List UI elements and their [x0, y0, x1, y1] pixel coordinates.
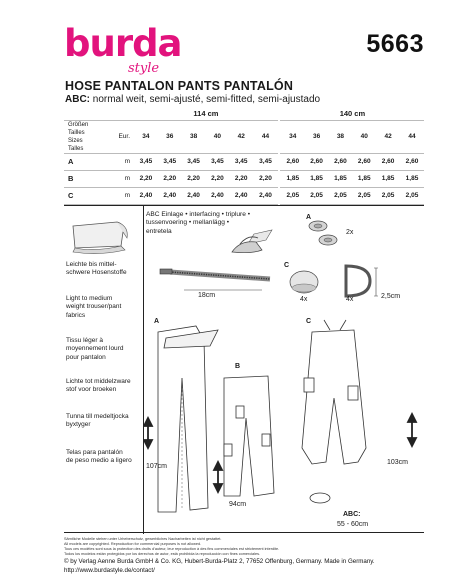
yardage-cell: 2,20 — [158, 170, 182, 187]
yardage-cell: 2,05 — [376, 187, 400, 204]
garment-label-c: C — [306, 318, 312, 325]
pants-c-drawing — [302, 320, 366, 464]
fit-description — [65, 94, 320, 105]
size: 38 — [329, 120, 353, 153]
size-header-row — [64, 120, 424, 153]
yardage-cell: 1,85 — [281, 170, 305, 187]
button-qty: 4x — [300, 296, 308, 303]
interfacing-note: ABC Einlage • interfacing • triplure • tussenvoering • mellanlägg • entretela — [146, 211, 251, 235]
length-a: 107cm — [146, 463, 168, 470]
zipper-length: 18cm — [198, 292, 216, 299]
size-header-label: GrößenTailles SizesTalles — [64, 120, 104, 153]
notions-illustration — [144, 206, 444, 326]
width-140: 140 cm — [339, 109, 366, 119]
zipper-icon — [160, 269, 270, 279]
fit-text: normal weit, semi-ajusté, semi-fitted, semi-ajustado — [90, 94, 321, 105]
legal-line: Todos los modelos están protegidos por los derechos de autor, está prohibida la reproducción con fines comerciales. — [64, 552, 261, 556]
contact-link[interactable]: http://www.burdastyle.de/contact/ — [64, 567, 155, 574]
yardage-cell: 2,60 — [329, 153, 353, 170]
yardage-cell: 3,45 — [182, 153, 206, 170]
yardage-cell: 3,45 — [253, 153, 279, 170]
row-unit: m — [104, 170, 134, 187]
pattern-number: 5663 — [366, 30, 424, 58]
fabric-es: Telas para pantalón de peso medio a ligero — [66, 449, 132, 465]
length-c: 103cm — [387, 459, 409, 466]
size: 34 — [281, 120, 305, 153]
yardage-cell: 2,20 — [229, 170, 253, 187]
yardage-cell: 2,05 — [400, 187, 424, 204]
fabric-sv: Tunna till medeltjocka byxtyger — [66, 413, 129, 429]
yardage-cell: 3,45 — [134, 153, 158, 170]
yardage-cell: 2,05 — [329, 187, 353, 204]
pants-b-drawing — [224, 376, 274, 496]
yardage-cell: 3,45 — [205, 153, 229, 170]
fabric-swatch-icon — [65, 216, 143, 258]
yardage-cell: 3,45 — [229, 153, 253, 170]
notion-label-c: C — [284, 262, 290, 269]
yardage-cell: 2,40 — [134, 187, 158, 204]
fabric-nl: Lichte tot middelzware stof voor broeken — [66, 378, 131, 394]
length-b: 94cm — [229, 501, 247, 508]
yardage-cell: 2,60 — [400, 153, 424, 170]
snap-buttons-icon — [309, 221, 337, 245]
snap-qty: 2x — [346, 229, 354, 236]
garment-label-b: B — [235, 363, 241, 370]
yardage-cell: 2,60 — [376, 153, 400, 170]
yardage-cell: 2,40 — [182, 187, 206, 204]
publisher-line: © by Verlag Aenne Burda GmbH & Co. KG, Hubert-Burda-Platz 2, 77652 Offenburg, Germany. Made in Germany. — [64, 558, 375, 565]
size: 36 — [158, 120, 182, 153]
yardage-cell: 2,40 — [158, 187, 182, 204]
yardage-cell: 2,20 — [134, 170, 158, 187]
yardage-cell: 1,85 — [376, 170, 400, 187]
yardage-cell: 2,40 — [205, 187, 229, 204]
yardage-cell: 1,85 — [329, 170, 353, 187]
yardage-cell: 2,20 — [253, 170, 279, 187]
width-114: 114 cm — [193, 109, 219, 119]
yardage-cell: 1,85 — [305, 170, 329, 187]
yardage-cell: 3,45 — [158, 153, 182, 170]
fabric-de: Leichte bis mittel- schwere Hosenstoffe — [66, 261, 127, 277]
size: 40 — [205, 120, 229, 153]
yardage-cell: 2,20 — [182, 170, 206, 187]
row-unit: m — [104, 187, 134, 204]
size: 34 — [134, 120, 158, 153]
yardage-cell: 2,20 — [205, 170, 229, 187]
elastic-icon — [310, 493, 330, 503]
size: 44 — [253, 120, 279, 153]
brand-sub: style — [128, 61, 160, 76]
eur-label: Eur. — [104, 120, 134, 153]
garment-label-a: A — [154, 318, 160, 325]
garment-title: HOSE PANTALON PANTS PANTALÓN — [65, 79, 294, 93]
ring-size: 2,5cm — [381, 293, 401, 300]
cover-button-icon — [290, 271, 318, 293]
fit-prefix: ABC: — [65, 94, 90, 105]
fabric-fr: Tissu léger à moyennement lourd pour pantalon — [66, 337, 124, 361]
row-label: A — [64, 153, 104, 170]
table-row-a — [64, 153, 424, 170]
yardage-cell: 2,05 — [305, 187, 329, 204]
fabric-en: Light to medium weight trouser/pant fabrics — [66, 295, 122, 319]
yardage-cell: 2,60 — [305, 153, 329, 170]
size: 36 — [305, 120, 329, 153]
row-unit: m — [104, 153, 134, 170]
yardage-table — [64, 108, 424, 205]
size: 40 — [352, 120, 376, 153]
yardage-cell: 2,60 — [352, 153, 376, 170]
size: 44 — [400, 120, 424, 153]
row-label: B — [64, 170, 104, 187]
ring-qty: 4x — [346, 296, 354, 303]
footer — [64, 537, 434, 575]
table-row-b — [64, 170, 424, 187]
row-label: C — [64, 187, 104, 204]
brand-name: burda — [64, 22, 182, 65]
garment-illustration — [144, 318, 424, 528]
yardage-cell: 2,60 — [281, 153, 305, 170]
pants-a-drawing — [158, 326, 218, 512]
notion-label-a: A — [306, 214, 312, 221]
yardage-cell: 1,85 — [352, 170, 376, 187]
burda-logo — [64, 22, 182, 76]
yardage-cell: 2,05 — [352, 187, 376, 204]
size: 38 — [182, 120, 206, 153]
yardage-cell: 1,85 — [400, 170, 424, 187]
elastic-label: ABC: — [343, 511, 361, 518]
elastic-length: 55 - 60cm — [337, 521, 369, 528]
table-row-c — [64, 187, 424, 204]
fabric-column — [64, 206, 144, 534]
fabric-width-row — [64, 108, 424, 120]
legal-line: Tous ces modèles sont sous la protection des droits d'auteur, leur reproduction à des fins commerciales est strictement interdite. — [64, 547, 280, 551]
yardage-cell: 2,05 — [281, 187, 305, 204]
legal-line: All models are copyrighted. Reproduction for commercial purposes is not allowed. — [64, 542, 202, 546]
legal-line: Sämtliche Modelle stehen unter Urheberschutz, gewerbliches Nacharbeiten ist nicht gestattet. — [64, 537, 222, 541]
d-ring-icon — [346, 266, 378, 296]
size: 42 — [376, 120, 400, 153]
size: 42 — [229, 120, 253, 153]
yardage-cell: 2,40 — [229, 187, 253, 204]
yardage-cell: 2,40 — [253, 187, 279, 204]
